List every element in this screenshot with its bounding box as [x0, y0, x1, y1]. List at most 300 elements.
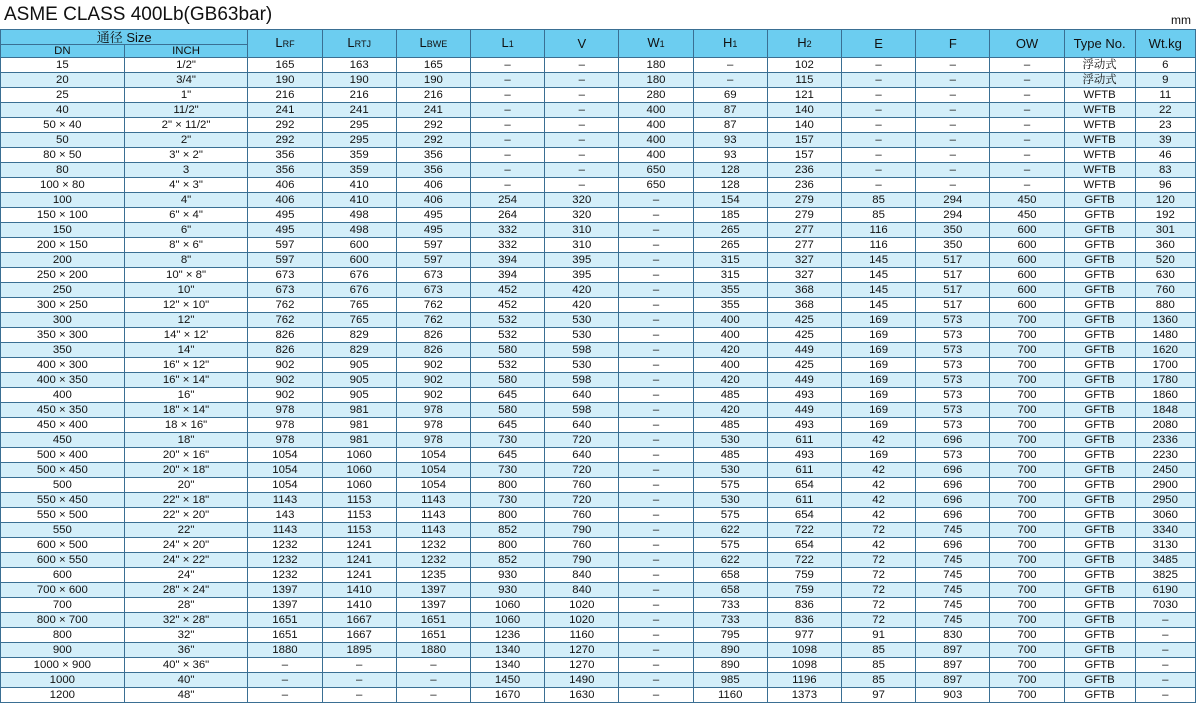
table-cell: 530	[693, 433, 767, 448]
table-cell: 498	[322, 208, 396, 223]
table-cell: 1232	[248, 538, 322, 553]
table-row	[1, 673, 1196, 688]
table-cell: 762	[396, 313, 470, 328]
table-cell: 236	[767, 178, 841, 193]
table-cell: 85	[842, 193, 916, 208]
table-cell: 902	[248, 373, 322, 388]
table-cell: 573	[916, 313, 990, 328]
table-cell: –	[693, 58, 767, 73]
table-cell: 532	[470, 328, 544, 343]
table-cell: 300	[1, 313, 125, 328]
table-cell: 1241	[322, 568, 396, 583]
table-cell: 658	[693, 583, 767, 598]
table-cell: 760	[545, 478, 619, 493]
table-cell: GFTB	[1064, 253, 1135, 268]
table-cell: 654	[767, 538, 841, 553]
table-cell: –	[990, 148, 1064, 163]
table-cell: 121	[767, 88, 841, 103]
table-cell: GFTB	[1064, 343, 1135, 358]
table-cell: –	[842, 163, 916, 178]
table-cell: 759	[767, 583, 841, 598]
table-cell: GFTB	[1064, 583, 1135, 598]
table-cell: 520	[1135, 253, 1195, 268]
table-cell: GFTB	[1064, 388, 1135, 403]
table-cell: 1630	[545, 688, 619, 703]
table-cell: 733	[693, 613, 767, 628]
table-cell: 640	[545, 448, 619, 463]
table-cell: 800	[470, 478, 544, 493]
table-cell: 2900	[1135, 478, 1195, 493]
table-cell: 1270	[545, 658, 619, 673]
table-cell: 930	[470, 583, 544, 598]
table-cell: 575	[693, 508, 767, 523]
table-cell: 1241	[322, 538, 396, 553]
table-cell: 292	[396, 118, 470, 133]
table-cell: 3/4"	[124, 73, 248, 88]
table-cell: 355	[693, 298, 767, 313]
table-cell: 190	[322, 73, 396, 88]
table-cell: 250 × 200	[1, 268, 125, 283]
table-cell: –	[545, 118, 619, 133]
table-cell: 762	[248, 313, 322, 328]
table-cell: 1143	[396, 493, 470, 508]
table-cell: 700	[990, 478, 1064, 493]
table-cell: –	[322, 658, 396, 673]
table-cell: 3" × 2"	[124, 148, 248, 163]
table-cell: 550 × 450	[1, 493, 125, 508]
table-cell: –	[619, 403, 693, 418]
table-cell: 640	[545, 388, 619, 403]
table-cell: 600	[990, 253, 1064, 268]
table-cell: 4" × 3"	[124, 178, 248, 193]
table-cell: 72	[842, 598, 916, 613]
table-cell: 530	[693, 493, 767, 508]
table-cell: 830	[916, 628, 990, 643]
table-cell: 6190	[1135, 583, 1195, 598]
table-cell: 600	[990, 283, 1064, 298]
table-row	[1, 313, 1196, 328]
table-cell: GFTB	[1064, 493, 1135, 508]
table-cell: 18" × 14"	[124, 403, 248, 418]
table-cell: –	[545, 103, 619, 118]
table-cell: 320	[545, 193, 619, 208]
table-cell: 1020	[545, 598, 619, 613]
table-cell: 420	[545, 298, 619, 313]
table-cell: 1143	[248, 493, 322, 508]
table-cell: 143	[248, 508, 322, 523]
table-cell: 795	[693, 628, 767, 643]
table-cell: 700	[990, 463, 1064, 478]
table-cell: 236	[767, 163, 841, 178]
table-cell: 24" × 22"	[124, 553, 248, 568]
table-cell: 500 × 450	[1, 463, 125, 478]
table-cell: 72	[842, 568, 916, 583]
table-cell: 622	[693, 553, 767, 568]
table-cell: 2" × 11/2"	[124, 118, 248, 133]
table-cell: –	[619, 553, 693, 568]
table-cell: 165	[248, 58, 322, 73]
table-cell: 1397	[396, 598, 470, 613]
table-cell: 981	[322, 418, 396, 433]
table-cell: 20" × 18"	[124, 463, 248, 478]
table-cell: 310	[545, 238, 619, 253]
table-cell: GFTB	[1064, 508, 1135, 523]
table-cell: 517	[916, 283, 990, 298]
table-cell: –	[545, 88, 619, 103]
table-cell: –	[396, 688, 470, 703]
table-cell: –	[545, 73, 619, 88]
table-cell: 410	[322, 178, 396, 193]
table-cell: 978	[248, 433, 322, 448]
table-cell: WFTB	[1064, 148, 1135, 163]
table-cell: 40	[1, 103, 125, 118]
table-cell: 14"	[124, 343, 248, 358]
table-cell: –	[619, 688, 693, 703]
table-cell: 2450	[1135, 463, 1195, 478]
table-cell: 85	[842, 643, 916, 658]
table-cell: 722	[767, 523, 841, 538]
table-cell: –	[619, 523, 693, 538]
table-cell: GFTB	[1064, 283, 1135, 298]
table-cell: 169	[842, 448, 916, 463]
table-cell: 116	[842, 223, 916, 238]
table-cell: 36"	[124, 643, 248, 658]
table-cell: 700	[990, 403, 1064, 418]
table-cell: 760	[545, 508, 619, 523]
table-cell: 597	[248, 253, 322, 268]
table-cell: 254	[470, 193, 544, 208]
table-cell: 700	[990, 643, 1064, 658]
table-cell: 14" × 12'	[124, 328, 248, 343]
table-cell: 1670	[470, 688, 544, 703]
table-row	[1, 523, 1196, 538]
table-cell: 368	[767, 283, 841, 298]
table-cell: 190	[248, 73, 322, 88]
col-header-h1: H1	[693, 30, 767, 58]
table-cell: 190	[396, 73, 470, 88]
table-cell: 700	[990, 598, 1064, 613]
table-cell: 700	[990, 613, 1064, 628]
table-cell: 1235	[396, 568, 470, 583]
table-cell: 645	[470, 388, 544, 403]
table-cell: 216	[322, 88, 396, 103]
table-cell: WFTB	[1064, 178, 1135, 193]
table-cell: 22" × 20"	[124, 508, 248, 523]
table-cell: 350 × 300	[1, 328, 125, 343]
table-cell: 1397	[396, 583, 470, 598]
table-cell: 450 × 400	[1, 418, 125, 433]
table-cell: –	[619, 418, 693, 433]
table-cell: 280	[619, 88, 693, 103]
table-cell: 2"	[124, 133, 248, 148]
table-cell: 550	[1, 523, 125, 538]
table-row	[1, 208, 1196, 223]
table-cell: 1000 × 900	[1, 658, 125, 673]
table-cell: –	[619, 268, 693, 283]
table-cell: –	[619, 433, 693, 448]
table-cell: 150	[1, 223, 125, 238]
table-cell: –	[619, 658, 693, 673]
table-cell: –	[545, 58, 619, 73]
table-row	[1, 223, 1196, 238]
table-cell: GFTB	[1064, 328, 1135, 343]
table-cell: 400	[693, 328, 767, 343]
table-cell: GFTB	[1064, 613, 1135, 628]
table-cell: 673	[248, 268, 322, 283]
table-row	[1, 163, 1196, 178]
table-cell: 890	[693, 658, 767, 673]
table-cell: 700	[990, 508, 1064, 523]
table-cell: 1236	[470, 628, 544, 643]
table-cell: 310	[545, 223, 619, 238]
table-cell: 700	[990, 568, 1064, 583]
table-row	[1, 238, 1196, 253]
table-cell: 6	[1135, 58, 1195, 73]
table-cell: 420	[545, 283, 619, 298]
table-row	[1, 328, 1196, 343]
table-cell: 200 × 150	[1, 238, 125, 253]
table-cell: 295	[322, 118, 396, 133]
table-cell: 16"	[124, 388, 248, 403]
table-cell: –	[248, 673, 322, 688]
table-cell: 573	[916, 388, 990, 403]
table-cell: 100	[1, 193, 125, 208]
table-cell: 452	[470, 283, 544, 298]
table-cell: 650	[619, 178, 693, 193]
table-cell: 530	[545, 328, 619, 343]
table-cell: 903	[916, 688, 990, 703]
table-cell: –	[619, 673, 693, 688]
table-cell: 406	[248, 193, 322, 208]
table-cell: 80	[1, 163, 125, 178]
table-cell: 42	[842, 478, 916, 493]
table-cell: –	[619, 328, 693, 343]
table-cell: 790	[545, 523, 619, 538]
table-cell: 745	[916, 598, 990, 613]
table-cell: 1054	[248, 478, 322, 493]
table-cell: 10" × 8"	[124, 268, 248, 283]
table-cell: –	[248, 688, 322, 703]
table-cell: 42	[842, 433, 916, 448]
table-cell: GFTB	[1064, 313, 1135, 328]
table-cell: 902	[396, 388, 470, 403]
table-cell: 216	[396, 88, 470, 103]
table-cell: 700	[990, 553, 1064, 568]
table-cell: 185	[693, 208, 767, 223]
table-cell: –	[470, 133, 544, 148]
table-cell: 1060	[322, 448, 396, 463]
table-cell: 3060	[1135, 508, 1195, 523]
table-cell: 897	[916, 658, 990, 673]
table-cell: 9	[1135, 73, 1195, 88]
table-row	[1, 508, 1196, 523]
table-cell: –	[990, 58, 1064, 73]
table-cell: 517	[916, 253, 990, 268]
table-cell: 654	[767, 508, 841, 523]
table-cell: 550 × 500	[1, 508, 125, 523]
table-cell: –	[1135, 658, 1195, 673]
table-cell: –	[470, 58, 544, 73]
table-cell: 120	[1135, 193, 1195, 208]
table-cell: 696	[916, 463, 990, 478]
table-cell: 400	[1, 388, 125, 403]
table-row	[1, 658, 1196, 673]
table-cell: 700	[990, 658, 1064, 673]
table-cell: 730	[470, 433, 544, 448]
table-cell: 897	[916, 673, 990, 688]
table-cell: 12" × 10"	[124, 298, 248, 313]
table-cell: 902	[396, 373, 470, 388]
table-cell: 897	[916, 643, 990, 658]
col-header-lrtj: LRTJ	[322, 30, 396, 58]
table-cell: 42	[842, 493, 916, 508]
table-cell: 3130	[1135, 538, 1195, 553]
table-cell: WFTB	[1064, 133, 1135, 148]
table-cell: 85	[842, 673, 916, 688]
table-cell: –	[470, 178, 544, 193]
table-cell: –	[619, 238, 693, 253]
table-cell: –	[990, 163, 1064, 178]
table-cell: 332	[470, 223, 544, 238]
table-row	[1, 133, 1196, 148]
table-cell: 85	[842, 658, 916, 673]
table-cell: 277	[767, 223, 841, 238]
table-cell: 700	[990, 433, 1064, 448]
table-cell: GFTB	[1064, 598, 1135, 613]
table-cell: 700	[990, 673, 1064, 688]
table-cell: 2950	[1135, 493, 1195, 508]
table-cell: GFTB	[1064, 553, 1135, 568]
table-cell: –	[470, 163, 544, 178]
table-cell: WFTB	[1064, 163, 1135, 178]
table-cell: 15	[1, 58, 125, 73]
table-cell: 6" × 4"	[124, 208, 248, 223]
table-cell: 1098	[767, 658, 841, 673]
table-cell: 836	[767, 613, 841, 628]
table-cell: 1490	[545, 673, 619, 688]
table-cell: –	[842, 88, 916, 103]
table-cell: 25	[1, 88, 125, 103]
table-cell: 597	[396, 238, 470, 253]
table-cell: 700	[990, 538, 1064, 553]
table-cell: 580	[470, 373, 544, 388]
table-cell: 2230	[1135, 448, 1195, 463]
table-cell: 332	[470, 238, 544, 253]
table-cell: 145	[842, 283, 916, 298]
table-cell: 40" × 36"	[124, 658, 248, 673]
table-cell: 700	[990, 523, 1064, 538]
table-cell: 700	[990, 388, 1064, 403]
table-cell: 1160	[545, 628, 619, 643]
table-cell: 450	[990, 193, 1064, 208]
table-cell: 1/2"	[124, 58, 248, 73]
table-cell: GFTB	[1064, 238, 1135, 253]
table-cell: –	[619, 463, 693, 478]
table-cell: –	[916, 73, 990, 88]
table-cell: 150 × 100	[1, 208, 125, 223]
table-row	[1, 88, 1196, 103]
table-cell: 700	[990, 493, 1064, 508]
table-cell: 3340	[1135, 523, 1195, 538]
table-cell: 495	[396, 223, 470, 238]
table-cell: –	[619, 208, 693, 223]
table-cell: –	[619, 628, 693, 643]
table-cell: 622	[693, 523, 767, 538]
table-row	[1, 478, 1196, 493]
table-row	[1, 568, 1196, 583]
table-cell: GFTB	[1064, 448, 1135, 463]
table-cell: –	[545, 148, 619, 163]
table-cell: 395	[545, 253, 619, 268]
table-cell: –	[990, 133, 1064, 148]
table-cell: 905	[322, 388, 396, 403]
table-cell: –	[619, 388, 693, 403]
table-cell: 597	[396, 253, 470, 268]
table-cell: 157	[767, 133, 841, 148]
table-cell: 676	[322, 283, 396, 298]
table-row	[1, 388, 1196, 403]
table-cell: 1700	[1135, 358, 1195, 373]
table-cell: 22" × 18"	[124, 493, 248, 508]
table-cell: 630	[1135, 268, 1195, 283]
table-cell: 11/2"	[124, 103, 248, 118]
table-cell: 11	[1135, 88, 1195, 103]
table-cell: 826	[248, 328, 322, 343]
table-cell: 1060	[470, 598, 544, 613]
table-cell: 930	[470, 568, 544, 583]
table-cell: 1667	[322, 628, 396, 643]
table-cell: 981	[322, 433, 396, 448]
table-row	[1, 613, 1196, 628]
table-cell: 3	[124, 163, 248, 178]
table-cell: 72	[842, 583, 916, 598]
table-cell: –	[916, 163, 990, 178]
table-cell: 485	[693, 448, 767, 463]
table-cell: –	[619, 253, 693, 268]
table-cell: 6"	[124, 223, 248, 238]
table-cell: 241	[396, 103, 470, 118]
table-cell: 985	[693, 673, 767, 688]
table-cell: 292	[248, 133, 322, 148]
table-cell: –	[619, 298, 693, 313]
col-header-l1: L1	[470, 30, 544, 58]
table-cell: 1241	[322, 553, 396, 568]
table-row	[1, 598, 1196, 613]
table-cell: 1060	[322, 478, 396, 493]
table-cell: 400	[693, 358, 767, 373]
table-cell: –	[396, 658, 470, 673]
table-cell: 295	[322, 133, 396, 148]
table-cell: 294	[916, 208, 990, 223]
table-cell: GFTB	[1064, 403, 1135, 418]
table-cell: 1480	[1135, 328, 1195, 343]
table-cell: 676	[322, 268, 396, 283]
table-cell: 760	[545, 538, 619, 553]
table-row	[1, 553, 1196, 568]
table-row	[1, 463, 1196, 478]
table-cell: 730	[470, 463, 544, 478]
table-cell: 905	[322, 358, 396, 373]
table-cell: –	[248, 658, 322, 673]
table-cell: 800 × 700	[1, 613, 125, 628]
table-cell: 673	[396, 283, 470, 298]
table-cell: 580	[470, 343, 544, 358]
table-cell: –	[842, 58, 916, 73]
table-cell: 978	[248, 403, 322, 418]
table-cell: 32" × 28"	[124, 613, 248, 628]
table-cell: 978	[396, 418, 470, 433]
table-cell: 1651	[248, 628, 322, 643]
